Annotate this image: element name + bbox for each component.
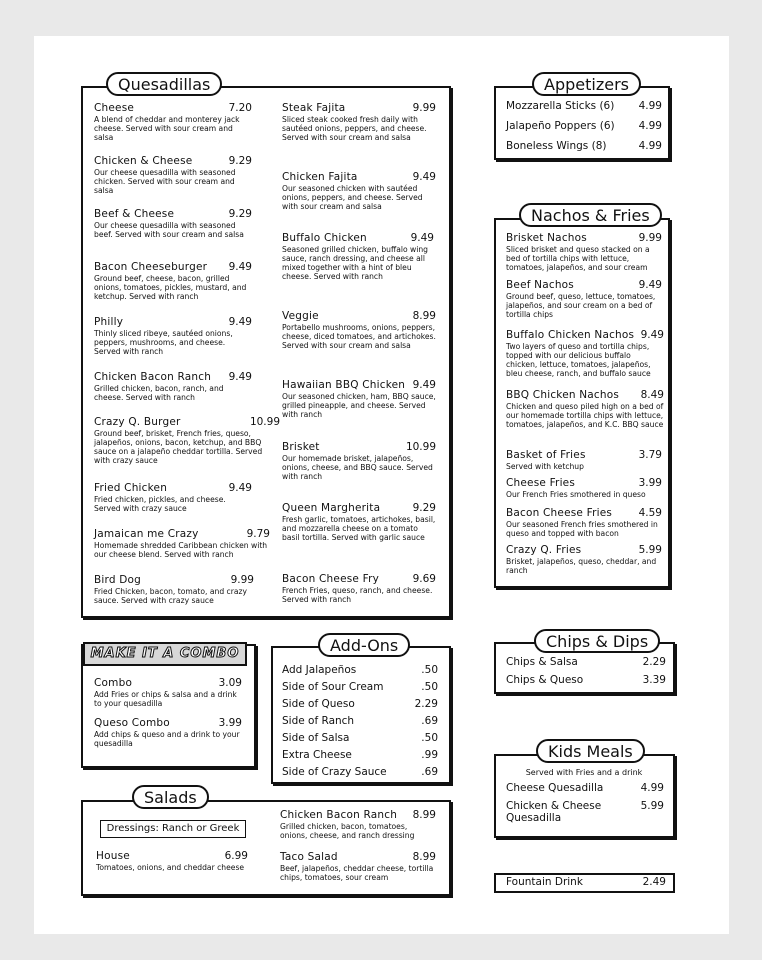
item-desc: Ground beef, brisket, French fries, queso, jalapeños, onions, bacon, ketchup, and BBQ sauce on a jalapeño cheddar tortilla. Served with crazy sauce <box>94 429 263 465</box>
kids-note: Served with Fries and a drink <box>525 768 643 777</box>
menu-item <box>282 732 438 744</box>
menu-item <box>94 482 252 513</box>
item-name: Crazy Q. Burger <box>94 416 181 428</box>
menu-item <box>94 102 252 142</box>
item-price: 9.99 <box>230 574 254 586</box>
item-name: Crazy Q. Fries <box>506 544 582 556</box>
menu-item <box>94 677 242 708</box>
menu-item <box>506 100 662 112</box>
item-name: Bacon Cheese Fry <box>282 573 380 585</box>
item-name: Bacon Cheese Fries <box>506 507 613 519</box>
combo-title-text: MAKE IT A COMBO <box>90 646 240 661</box>
menu-item <box>94 155 252 195</box>
item-price: 4.99 <box>638 140 662 152</box>
dressings-label: Dressings: Ranch or Greek <box>100 820 246 838</box>
item-name: Mozzarella Sticks (6) <box>506 100 615 112</box>
item-name: Taco Salad <box>280 851 338 863</box>
item-price: 2.49 <box>642 876 666 888</box>
item-price: 9.79 <box>246 528 270 540</box>
kids-box <box>494 754 675 838</box>
nachos-title: Nachos & Fries <box>519 203 662 227</box>
item-name: Jalapeño Poppers (6) <box>506 120 615 132</box>
menu-item <box>282 715 438 727</box>
item-desc: A blend of cheddar and monterey jack cheese. Served with sour cream and salsa <box>94 115 240 142</box>
item-price: 5.99 <box>640 800 664 812</box>
menu-item <box>94 416 280 465</box>
item-price: 9.29 <box>228 208 252 220</box>
item-price: 9.29 <box>412 502 436 514</box>
menu-item <box>506 140 662 152</box>
menu-item <box>506 120 662 132</box>
item-price: 8.49 <box>640 389 664 401</box>
item-name: Cheese Quesadilla <box>506 782 604 794</box>
menu-item <box>280 809 436 840</box>
item-desc: Ground beef, queso, lettuce, tomatoes, jalapeños, and sour cream on a bed of tortilla chips <box>506 292 656 319</box>
item-price: 8.99 <box>412 809 436 821</box>
item-desc: Our French Fries smothered in queso <box>506 490 646 499</box>
item-price: 2.29 <box>642 656 666 668</box>
menu-item <box>506 674 666 686</box>
item-desc: Add Fries or chips & salsa and a drink to your quesadilla <box>94 690 237 708</box>
item-price: 3.99 <box>218 717 242 729</box>
salads-title: Salads <box>132 785 209 809</box>
item-price: .50 <box>421 732 438 744</box>
menu-item <box>506 329 664 378</box>
item-desc: Homemade shredded Caribbean chicken with our cheese blend. Served with ranch <box>94 541 268 559</box>
item-price: 7.20 <box>228 102 252 114</box>
item-desc: Thinly sliced ribeye, sautéed onions, peppers, mushrooms, and cheese. Served with ranch <box>94 329 233 356</box>
item-desc: Grilled chicken, bacon, ranch, and cheese. Served with ranch <box>94 384 224 402</box>
item-name: Bacon Cheeseburger <box>94 261 208 273</box>
item-desc: Portabello mushrooms, onions, peppers, cheese, diced tomatoes, and artichokes. Served with sour cream and salsa <box>282 323 436 350</box>
item-name: Philly <box>94 316 124 328</box>
item-name: Fried Chicken <box>94 482 168 494</box>
item-desc: Brisket, jalapeños, queso, cheddar, and ranch <box>506 557 657 575</box>
item-name: Buffalo Chicken Nachos <box>506 329 635 341</box>
item-desc: Served with ketchup <box>506 462 584 471</box>
item-name: Queen Margherita <box>282 502 381 514</box>
item-price: 9.49 <box>412 171 436 183</box>
item-name: Basket of Fries <box>506 449 586 461</box>
item-price: .69 <box>421 766 438 778</box>
item-name: BBQ Chicken Nachos <box>506 389 620 401</box>
item-name: Chicken Fajita <box>282 171 358 183</box>
item-name: Veggie <box>282 310 319 322</box>
menu-item <box>282 664 438 676</box>
item-name: Boneless Wings (8) <box>506 140 607 152</box>
item-price: 3.39 <box>642 674 666 686</box>
item-price: 4.99 <box>640 782 664 794</box>
item-name: Add Jalapeños <box>282 664 357 676</box>
item-name: Chicken Bacon Ranch <box>280 809 398 821</box>
item-price: 9.49 <box>228 482 252 494</box>
item-desc: Our seasoned chicken with sautéed onions, peppers, and cheese. Served with sour cream and salsa <box>282 184 423 211</box>
menu-item <box>506 782 664 794</box>
item-desc: Fresh garlic, tomatoes, artichokes, basil, and mozzarella cheese on a tomato basil tortilla. Served with garlic sauce <box>282 515 436 542</box>
item-name: Queso Combo <box>94 717 170 729</box>
item-price: 3.09 <box>218 677 242 689</box>
item-name: Chips & Salsa <box>506 656 578 668</box>
menu-item <box>506 449 662 471</box>
menu-item <box>506 477 662 499</box>
menu-item <box>282 573 436 604</box>
menu-item <box>282 681 438 693</box>
item-desc: Our cheese quesadilla with seasoned beef. Served with sour cream and salsa <box>94 221 244 239</box>
menu-item <box>282 379 436 419</box>
item-name: Fountain Drink <box>506 876 583 888</box>
chips-title: Chips & Dips <box>534 629 660 653</box>
item-name: Bird Dog <box>94 574 142 586</box>
menu-item <box>94 261 252 301</box>
item-name: Cheese Fries <box>506 477 576 489</box>
menu-item <box>506 544 662 575</box>
item-price: 9.29 <box>228 155 252 167</box>
menu-item <box>282 310 436 350</box>
quesadillas-title: Quesadillas <box>106 72 222 96</box>
item-name: Combo <box>94 677 133 689</box>
item-price: 9.49 <box>412 379 436 391</box>
combo-title <box>83 642 247 666</box>
item-price: 5.99 <box>638 544 662 556</box>
menu-item <box>94 371 252 402</box>
menu-item <box>94 528 270 559</box>
menu-item <box>282 698 438 710</box>
menu-item <box>96 850 248 872</box>
item-desc: Our cheese quesadilla with seasoned chicken. Served with sour cream and salsa <box>94 168 236 195</box>
menu-item <box>94 208 252 239</box>
item-name: Chicken & Cheese Quesadilla <box>506 800 602 824</box>
item-price: 9.69 <box>412 573 436 585</box>
menu-item <box>282 171 436 211</box>
menu-item <box>282 441 436 481</box>
menu-item <box>506 507 662 538</box>
item-price: 9.49 <box>410 232 434 244</box>
item-desc: Our seasoned chicken, ham, BBQ sauce, grilled pineapple, and cheese. Served with ranch <box>282 392 436 419</box>
item-desc: Our seasoned French fries smothered in queso and topped with bacon <box>506 520 658 538</box>
item-price: .50 <box>421 681 438 693</box>
item-desc: Sliced brisket and queso stacked on a bed of tortilla chips with lettuce, tomatoes, jalapeños, and sour cream <box>506 245 650 272</box>
item-desc: Ground beef, cheese, bacon, grilled onions, tomatoes, pickles, mustard, and ketchup. Served with ranch <box>94 274 247 301</box>
item-desc: Add chips & queso and a drink to your quesadilla <box>94 730 240 748</box>
item-price: 9.49 <box>228 371 252 383</box>
item-desc: Chicken and queso piled high on a bed of our homemade tortilla chips with lettuce, tomatoes, jalapeños, and K.C. BBQ sauce <box>506 402 664 429</box>
item-price: 9.99 <box>638 232 662 244</box>
item-name: Cheese <box>94 102 135 114</box>
item-price: 4.99 <box>638 120 662 132</box>
item-name: Buffalo Chicken <box>282 232 367 244</box>
item-name: Side of Ranch <box>282 715 355 727</box>
menu-item <box>94 574 254 605</box>
item-price: 2.29 <box>414 698 438 710</box>
item-desc: Our homemade brisket, jalapeños, onions, cheese, and BBQ sauce. Served with ranch <box>282 454 433 481</box>
menu-item <box>94 316 252 356</box>
item-price: 9.49 <box>228 316 252 328</box>
menu-item <box>506 279 662 319</box>
addons-title: Add-Ons <box>318 633 410 657</box>
item-price: 3.79 <box>638 449 662 461</box>
item-name: Jamaican me Crazy <box>94 528 199 540</box>
appetizers-title: Appetizers <box>532 72 641 96</box>
item-price: 8.99 <box>412 310 436 322</box>
item-price: 3.99 <box>638 477 662 489</box>
item-name: Brisket Nachos <box>506 232 587 244</box>
item-price: 10.99 <box>249 416 280 428</box>
menu-item <box>506 232 662 272</box>
menu-item <box>282 766 438 778</box>
item-name: Beef & Cheese <box>94 208 175 220</box>
item-price: .99 <box>421 749 438 761</box>
item-price: 8.99 <box>412 851 436 863</box>
item-desc: Fried Chicken, bacon, tomato, and crazy sauce. Served with crazy sauce <box>94 587 247 605</box>
item-name: Side of Salsa <box>282 732 350 744</box>
item-price: 6.99 <box>224 850 248 862</box>
item-name: Steak Fajita <box>282 102 346 114</box>
menu-item <box>282 232 434 281</box>
menu-item <box>506 389 664 429</box>
item-price: 4.99 <box>638 100 662 112</box>
item-desc: French Fries, queso, ranch, and cheese. Served with ranch <box>282 586 433 604</box>
item-name: Brisket <box>282 441 320 453</box>
item-desc: Fried chicken, pickles, and cheese. Served with crazy sauce <box>94 495 226 513</box>
item-desc: Tomatoes, onions, and cheddar cheese <box>96 863 245 872</box>
item-name: Chicken & Cheese <box>94 155 193 167</box>
menu-item <box>506 876 666 888</box>
menu-item <box>506 800 664 824</box>
item-price: 9.49 <box>640 329 664 341</box>
item-name: Hawaiian BBQ Chicken <box>282 379 406 391</box>
menu-page <box>34 36 729 934</box>
item-desc: Seasoned grilled chicken, buffalo wing sauce, ranch dressing, and cheese all mixed together with a hint of bleu cheese. Served with ranch <box>282 245 428 281</box>
item-name: Side of Sour Cream <box>282 681 384 693</box>
menu-item <box>280 851 436 882</box>
item-price: 9.49 <box>228 261 252 273</box>
item-desc: Two layers of queso and tortilla chips, topped with our delicious buffalo chicken, lettuce, tomatoes, jalapeños, bleu cheese, ranch, and buffalo sauce <box>506 342 651 378</box>
item-price: 10.99 <box>405 441 436 453</box>
item-desc: Grilled chicken, bacon, tomatoes, onions, cheese, and ranch dressing <box>280 822 415 840</box>
item-name: Side of Queso <box>282 698 355 710</box>
item-price: .50 <box>421 664 438 676</box>
item-price: 4.59 <box>638 507 662 519</box>
item-price: 9.49 <box>638 279 662 291</box>
item-name: House <box>96 850 130 862</box>
item-desc: Sliced steak cooked fresh daily with sautéed onions, peppers, and cheese. Served with sour cream and salsa <box>282 115 427 142</box>
item-name: Side of Crazy Sauce <box>282 766 387 778</box>
menu-item <box>282 749 438 761</box>
item-price: 9.99 <box>412 102 436 114</box>
menu-item <box>282 502 436 542</box>
item-desc: Beef, jalapeños, cheddar cheese, tortilla chips, tomatoes, sour cream <box>280 864 434 882</box>
item-name: Chicken Bacon Ranch <box>94 371 212 383</box>
item-name: Beef Nachos <box>506 279 574 291</box>
menu-item <box>506 656 666 668</box>
menu-item <box>282 102 436 142</box>
item-name: Chips & Queso <box>506 674 584 686</box>
kids-title: Kids Meals <box>536 739 645 763</box>
item-price: .69 <box>421 715 438 727</box>
item-name: Extra Cheese <box>282 749 352 761</box>
menu-item <box>94 717 242 748</box>
